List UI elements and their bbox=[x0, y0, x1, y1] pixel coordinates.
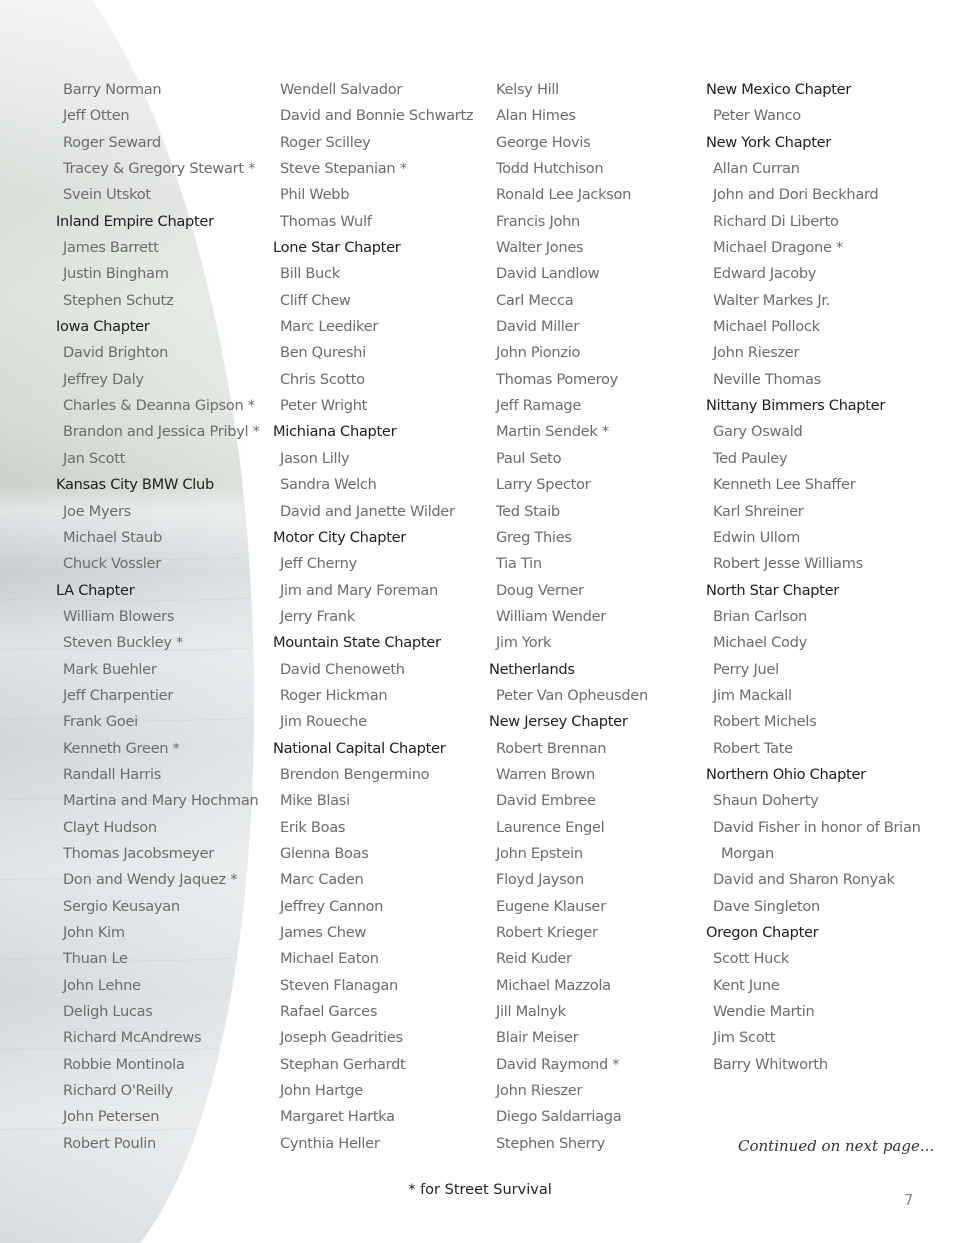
donor-name: Cliff Chew bbox=[280, 291, 351, 309]
donor-name: Richard McAndrews bbox=[63, 1029, 202, 1047]
donor-name: Michael Staub bbox=[63, 528, 163, 546]
donor-name: Stephen Sherry bbox=[496, 1134, 606, 1152]
donor-name: David Fisher in honor of Brian bbox=[713, 818, 921, 836]
donor-name: Barry Norman bbox=[63, 81, 162, 98]
donor-name: Deligh Lucas bbox=[63, 1003, 153, 1021]
donor-name: Gary Oswald bbox=[713, 423, 803, 441]
chapter-heading: Michiana Chapter bbox=[273, 423, 397, 441]
donor-name: Thuan Le bbox=[63, 950, 128, 968]
donor-name: Tracey & Gregory Stewart * bbox=[63, 160, 256, 178]
donor-name: Doug Verner bbox=[496, 581, 584, 599]
donor-name: John and Dori Beckhard bbox=[713, 186, 879, 204]
donor-name: Brendon Bengermino bbox=[280, 765, 430, 783]
donor-name: Jim Mackall bbox=[713, 686, 792, 704]
donor-name: Tia Tin bbox=[496, 555, 542, 573]
donor-name: Bill Buck bbox=[280, 265, 340, 283]
donor-name: Robert Michels bbox=[713, 713, 817, 731]
donor-name: Ben Qureshi bbox=[280, 344, 366, 362]
donor-name: Jeff Otten bbox=[63, 107, 130, 125]
donor-name: Michael Dragone * bbox=[713, 239, 843, 257]
donor-name: Margaret Hartka bbox=[280, 1108, 395, 1126]
donor-column-1 bbox=[56, 77, 260, 1157]
donor-name: John Rieszer bbox=[496, 1082, 583, 1100]
donor-name: Ronald Lee Jackson bbox=[496, 186, 632, 204]
donor-name: Larry Spector bbox=[496, 476, 591, 494]
donor-name: Marc Leediker bbox=[280, 318, 379, 336]
donor-name: Erik Boas bbox=[280, 818, 346, 836]
chapter-heading: Nittany Bimmers Chapter bbox=[706, 397, 886, 415]
donor-name: William Blowers bbox=[63, 607, 175, 625]
donor-name: David Miller bbox=[496, 318, 579, 336]
chapter-heading: LA Chapter bbox=[56, 581, 135, 599]
donor-name: David Brighton bbox=[63, 344, 169, 362]
donor-name: Francis John bbox=[496, 212, 580, 230]
donor-name: John Rieszer bbox=[713, 344, 800, 362]
donor-name: William Wender bbox=[496, 607, 606, 625]
chapter-heading: Iowa Chapter bbox=[56, 318, 150, 336]
donor-name: Steven Buckley * bbox=[63, 634, 184, 652]
donor-name: Rafael Garces bbox=[280, 1003, 378, 1021]
donor-name: Marc Caden bbox=[280, 871, 364, 889]
donor-name: Edwin Ullom bbox=[713, 528, 800, 546]
donor-name: Greg Thies bbox=[496, 528, 572, 546]
donor-name: Peter Wanco bbox=[713, 107, 801, 125]
donor-name: Steve Stepanian * bbox=[280, 160, 407, 178]
donor-name: Svein Utskot bbox=[63, 186, 151, 204]
donor-column-4 bbox=[706, 77, 921, 1078]
donor-name: Jeff Ramage bbox=[496, 397, 582, 415]
donor-name: Perry Juel bbox=[713, 660, 779, 678]
chapter-heading: Lone Star Chapter bbox=[273, 239, 401, 257]
donor-name: George Hovis bbox=[496, 133, 591, 151]
donor-name: Thomas Jacobsmeyer bbox=[63, 844, 214, 862]
donor-name: Thomas Wulf bbox=[280, 212, 372, 230]
donor-name: Stephan Gerhardt bbox=[280, 1055, 406, 1073]
donor-name: Ted Staib bbox=[496, 502, 560, 520]
donor-name: Roger Scilley bbox=[280, 133, 371, 151]
donor-name: Chuck Vossler bbox=[63, 555, 161, 573]
donor-name: Chris Scotto bbox=[280, 370, 365, 388]
chapter-heading: New Mexico Chapter bbox=[706, 81, 852, 98]
donor-name: Thomas Pomeroy bbox=[496, 370, 618, 388]
donor-name: John Kim bbox=[63, 924, 125, 941]
donor-name: Kenneth Green * bbox=[63, 739, 180, 757]
page-number: 7 bbox=[904, 1191, 914, 1209]
donor-name: Mike Blasi bbox=[280, 792, 350, 810]
chapter-heading: Northern Ohio Chapter bbox=[706, 765, 866, 783]
donor-name: David and Janette Wilder bbox=[280, 502, 455, 520]
donor-name: Jason Lilly bbox=[280, 449, 350, 467]
donor-column-3 bbox=[489, 77, 648, 1157]
donor-name: Peter Wright bbox=[280, 397, 368, 415]
donor-name: Walter Markes Jr. bbox=[713, 291, 831, 309]
donor-name: Robert Krieger bbox=[496, 924, 598, 941]
donor-name: Justin Bingham bbox=[63, 265, 169, 283]
donor-name: John Lehne bbox=[63, 976, 141, 994]
donor-name: Karl Shreiner bbox=[713, 502, 804, 520]
donor-name: Cynthia Heller bbox=[280, 1134, 380, 1152]
donor-name: James Chew bbox=[280, 924, 367, 941]
donor-name: Walter Jones bbox=[496, 239, 584, 257]
donor-name: Diego Saldarriaga bbox=[496, 1108, 622, 1126]
donor-name: Jerry Frank bbox=[280, 607, 355, 625]
donor-name: Brandon and Jessica Pribyl * bbox=[63, 423, 260, 441]
chapter-heading: Motor City Chapter bbox=[273, 528, 406, 546]
donor-name: Robert Tate bbox=[713, 739, 793, 757]
donor-name: John Hartge bbox=[280, 1082, 363, 1100]
donor-name: Todd Hutchison bbox=[496, 160, 604, 178]
donor-name: Joe Myers bbox=[63, 502, 131, 520]
donor-name: Jeff Cherny bbox=[280, 555, 357, 573]
donor-name: Morgan bbox=[721, 844, 774, 862]
street-survival-footnote: * for Street Survival bbox=[408, 1182, 552, 1198]
donor-name: Robbie Montinola bbox=[63, 1055, 185, 1073]
donor-name: Brian Carlson bbox=[713, 607, 807, 625]
donor-name: David Raymond * bbox=[496, 1055, 620, 1073]
donor-name: David Chenoweth bbox=[280, 660, 405, 678]
donor-name: Jim Scott bbox=[713, 1029, 776, 1047]
donor-name: Stephen Schutz bbox=[63, 291, 174, 309]
donor-name: John Epstein bbox=[496, 844, 583, 862]
donor-name: Eugene Klauser bbox=[496, 897, 606, 915]
donor-name: Shaun Doherty bbox=[713, 792, 819, 810]
chapter-heading: New Jersey Chapter bbox=[489, 713, 628, 731]
donor-name: Clayt Hudson bbox=[63, 818, 157, 836]
donor-name: David Landlow bbox=[496, 265, 600, 283]
donor-name: Paul Seto bbox=[496, 449, 562, 467]
donor-name: Jim York bbox=[496, 634, 552, 652]
donor-name: Neville Thomas bbox=[713, 370, 821, 388]
donor-name: John Petersen bbox=[63, 1108, 160, 1126]
donor-name: Don and Wendy Jaquez * bbox=[63, 871, 238, 889]
donor-name: Martina and Mary Hochman bbox=[63, 792, 259, 810]
continued-note: Continued on next page... bbox=[738, 1137, 935, 1155]
donor-name: Sandra Welch bbox=[280, 476, 377, 494]
donor-name: Michael Cody bbox=[713, 634, 807, 652]
donor-name: Robert Poulin bbox=[63, 1134, 156, 1152]
chapter-heading: New York Chapter bbox=[706, 133, 832, 151]
donor-name: John Pionzio bbox=[496, 344, 581, 362]
donor-name: Wendell Salvador bbox=[280, 81, 403, 98]
donor-name: Reid Kuder bbox=[496, 950, 572, 968]
donor-name: Peter Van Opheusden bbox=[496, 686, 648, 704]
donor-name: Roger Hickman bbox=[280, 686, 388, 704]
chapter-heading: National Capital Chapter bbox=[273, 739, 446, 757]
donor-name: Jeffrey Cannon bbox=[280, 897, 384, 915]
donor-name: Barry Whitworth bbox=[713, 1055, 828, 1073]
chapter-heading: Oregon Chapter bbox=[706, 924, 819, 941]
chapter-heading: Kansas City BMW Club bbox=[56, 476, 214, 494]
donor-name: Dave Singleton bbox=[713, 897, 820, 915]
donor-name: Jeff Charpentier bbox=[63, 686, 174, 704]
donor-name: Mark Buehler bbox=[63, 660, 157, 678]
donor-name: Kenneth Lee Shaffer bbox=[713, 476, 856, 494]
donor-name: Robert Brennan bbox=[496, 739, 607, 757]
donor-name: Phil Webb bbox=[280, 186, 350, 204]
donor-name: Roger Seward bbox=[63, 133, 161, 151]
donor-name: Kelsy Hill bbox=[496, 81, 559, 98]
donor-name: Robert Jesse Williams bbox=[713, 555, 863, 573]
donor-name: Jim Roueche bbox=[280, 713, 367, 731]
chapter-heading: Mountain State Chapter bbox=[273, 634, 441, 652]
donor-name: Michael Eaton bbox=[280, 950, 379, 968]
donor-name: Richard O'Reilly bbox=[63, 1082, 174, 1100]
donor-name: Carl Mecca bbox=[496, 291, 574, 309]
donor-name: Blair Meiser bbox=[496, 1029, 579, 1047]
donor-name: Jill Malnyk bbox=[496, 1003, 566, 1021]
donor-column-2 bbox=[273, 77, 473, 1157]
donor-name: Jim and Mary Foreman bbox=[280, 581, 438, 599]
donor-name: Warren Brown bbox=[496, 765, 595, 783]
donor-name: James Barrett bbox=[63, 239, 159, 257]
donor-name: Edward Jacoby bbox=[713, 265, 817, 283]
donor-name: Richard Di Liberto bbox=[713, 212, 839, 230]
donor-name: Martin Sendek * bbox=[496, 423, 609, 441]
donor-name: Jan Scott bbox=[63, 449, 126, 467]
donor-name: Sergio Keusayan bbox=[63, 897, 180, 915]
donor-name: Charles & Deanna Gipson * bbox=[63, 397, 255, 415]
chapter-heading: Netherlands bbox=[489, 660, 575, 678]
donor-name: Scott Huck bbox=[713, 950, 789, 968]
donor-name: Randall Harris bbox=[63, 765, 162, 783]
donor-name: Jeffrey Daly bbox=[63, 370, 144, 388]
donor-name: Joseph Geadrities bbox=[280, 1029, 403, 1047]
donor-name: David and Bonnie Schwartz bbox=[280, 107, 474, 125]
donor-name: Michael Mazzola bbox=[496, 976, 611, 994]
donor-name: Glenna Boas bbox=[280, 844, 369, 862]
donor-name: Frank Goei bbox=[63, 713, 138, 731]
donor-name: Floyd Jayson bbox=[496, 871, 584, 889]
chapter-heading: North Star Chapter bbox=[706, 581, 839, 599]
donor-name: Allan Curran bbox=[713, 160, 800, 178]
donor-name: Wendie Martin bbox=[713, 1003, 815, 1021]
donor-name: David and Sharon Ronyak bbox=[713, 871, 895, 889]
donor-name: Ted Pauley bbox=[713, 449, 788, 467]
donor-name: Alan Himes bbox=[496, 107, 576, 125]
donor-name: Kent June bbox=[713, 976, 780, 994]
donor-name: Steven Flanagan bbox=[280, 976, 399, 994]
donor-name: Michael Pollock bbox=[713, 318, 820, 336]
chapter-heading: Inland Empire Chapter bbox=[56, 212, 214, 230]
donor-name: David Embree bbox=[496, 792, 596, 810]
donor-name: Laurence Engel bbox=[496, 818, 605, 836]
